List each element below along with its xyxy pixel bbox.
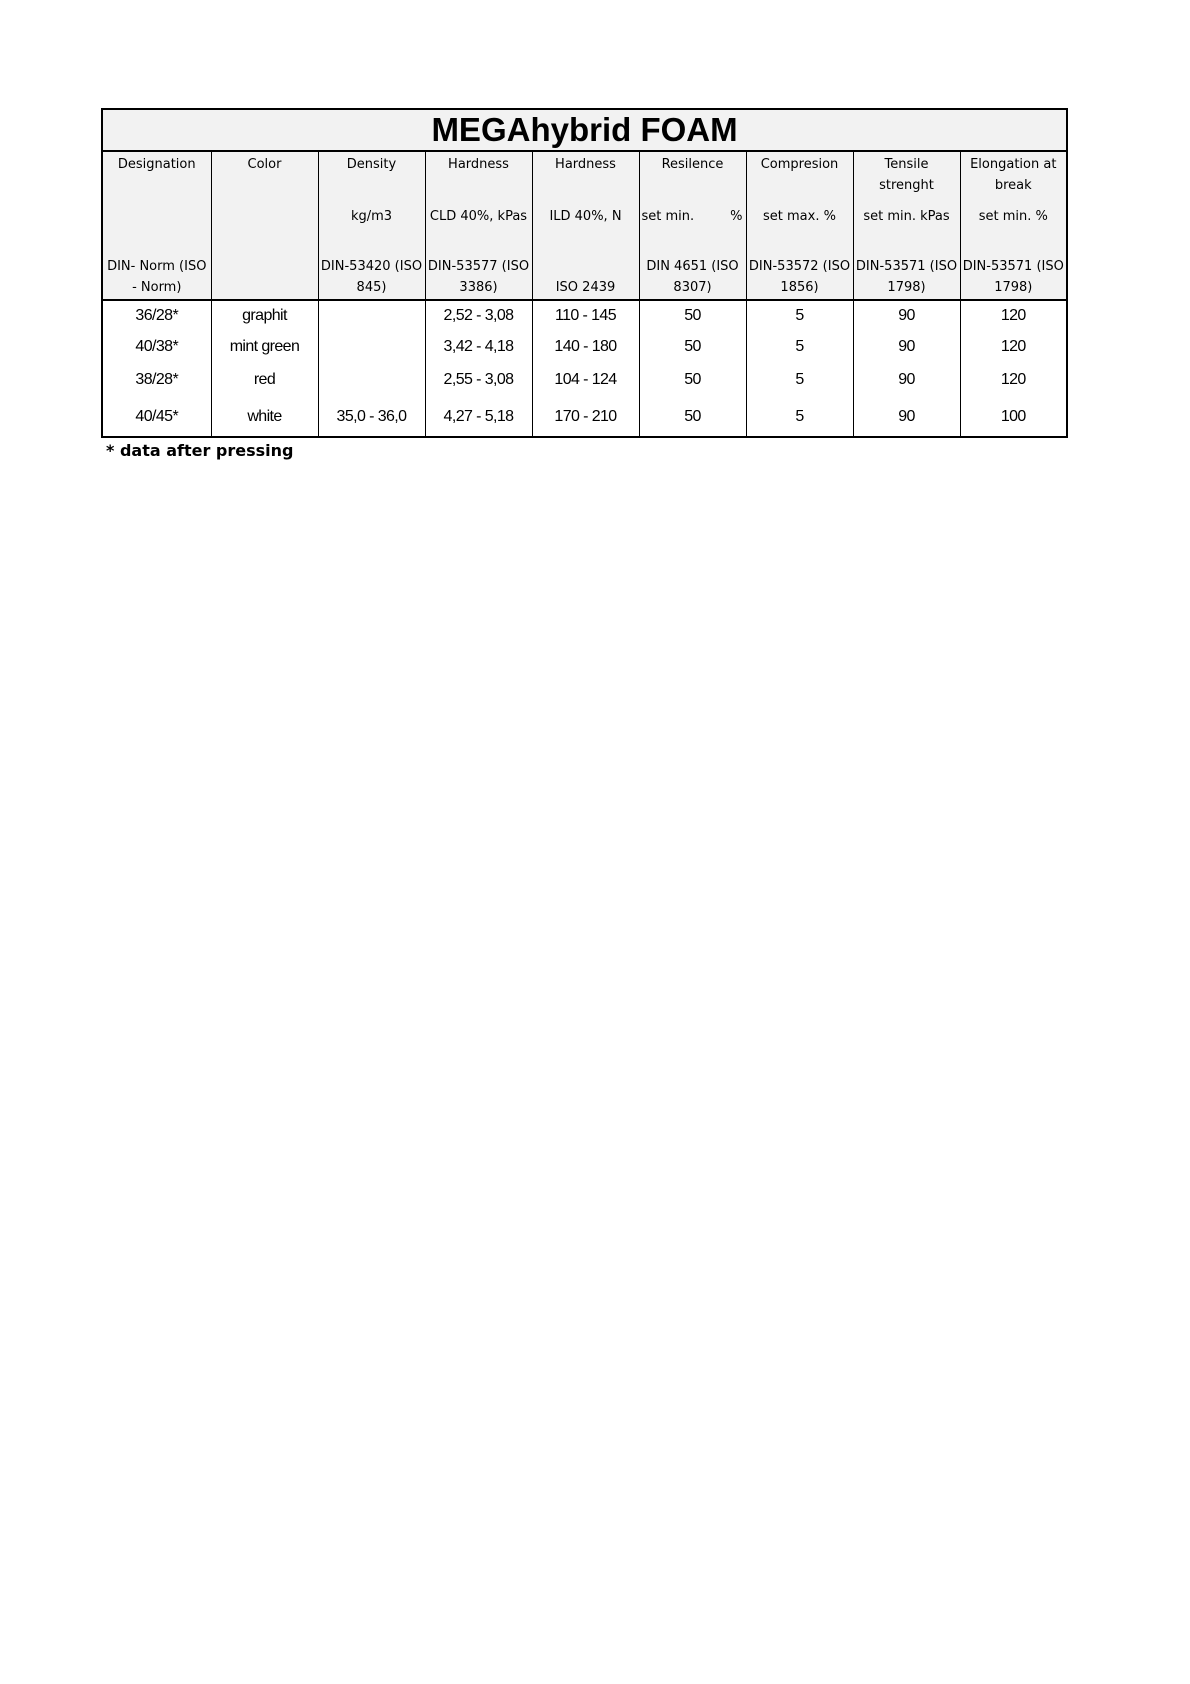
cell-tensile: 90	[853, 331, 960, 362]
header-designation: Designation	[102, 151, 211, 206]
cell-color: mint green	[211, 331, 318, 362]
unit-compresion: set max. %	[746, 206, 853, 256]
header-tensile: Tensile strenght	[853, 151, 960, 206]
unit-resilence	[639, 206, 746, 256]
spec-table	[101, 108, 1068, 438]
cell-color: white	[211, 398, 318, 437]
cell-hardness-cld: 4,27 - 5,18	[425, 398, 532, 437]
header-hardness-cld: Hardness	[425, 151, 532, 206]
norm-elongation: DIN-53571 (ISO 1798)	[960, 256, 1067, 300]
norm-resilence: DIN 4651 (ISO 8307)	[639, 256, 746, 300]
unit-hardness-ild: ILD 40%, N	[532, 206, 639, 256]
cell-hardness-ild: 104 - 124	[532, 362, 639, 398]
table-row	[102, 362, 1067, 398]
cell-designation: 38/28*	[102, 362, 211, 398]
cell-compresion: 5	[746, 398, 853, 437]
unit-color	[211, 206, 318, 256]
norm-hardness-ild: ISO 2439	[532, 256, 639, 300]
header-row-norms	[102, 256, 1067, 300]
cell-hardness-cld: 2,55 - 3,08	[425, 362, 532, 398]
table-row	[102, 300, 1067, 331]
cell-resilence: 50	[639, 331, 746, 362]
cell-density	[318, 300, 425, 331]
cell-designation: 40/45*	[102, 398, 211, 437]
cell-tensile: 90	[853, 300, 960, 331]
norm-designation: DIN- Norm (ISO - Norm)	[102, 256, 211, 300]
cell-resilence: 50	[639, 362, 746, 398]
unit-tensile: set min. kPas	[853, 206, 960, 256]
cell-color: graphit	[211, 300, 318, 331]
cell-hardness-cld: 3,42 - 4,18	[425, 331, 532, 362]
cell-designation: 40/38*	[102, 331, 211, 362]
unit-hardness-cld: CLD 40%, kPas	[425, 206, 532, 256]
norm-hardness-cld: DIN-53577 (ISO 3386)	[425, 256, 532, 300]
header-row-units	[102, 206, 1067, 256]
norm-tensile: DIN-53571 (ISO 1798)	[853, 256, 960, 300]
header-density: Density	[318, 151, 425, 206]
cell-compresion: 5	[746, 300, 853, 331]
header-resilence: Resilence	[639, 151, 746, 206]
cell-tensile: 90	[853, 398, 960, 437]
unit-resilence-percent: %	[730, 209, 743, 224]
norm-color	[211, 256, 318, 300]
cell-tensile: 90	[853, 362, 960, 398]
cell-hardness-cld: 2,52 - 3,08	[425, 300, 532, 331]
unit-density: kg/m3	[318, 206, 425, 256]
cell-hardness-ild: 140 - 180	[532, 331, 639, 362]
cell-elongation: 100	[960, 398, 1067, 437]
header-color: Color	[211, 151, 318, 206]
unit-elongation: set min. %	[960, 206, 1067, 256]
cell-compresion: 5	[746, 362, 853, 398]
table-title: MEGAhybrid FOAM	[102, 109, 1067, 151]
cell-designation: 36/28*	[102, 300, 211, 331]
header-hardness-ild: Hardness	[532, 151, 639, 206]
cell-density	[318, 331, 425, 362]
cell-elongation: 120	[960, 331, 1067, 362]
cell-resilence: 50	[639, 398, 746, 437]
cell-density: 35,0 - 36,0	[318, 398, 425, 437]
cell-hardness-ild: 170 - 210	[532, 398, 639, 437]
header-elongation: Elongation at break	[960, 151, 1067, 206]
unit-resilence-label: set min.	[641, 209, 695, 224]
header-compresion: Compresion	[746, 151, 853, 206]
table-row	[102, 398, 1067, 437]
norm-density: DIN-53420 (ISO 845)	[318, 256, 425, 300]
cell-elongation: 120	[960, 300, 1067, 331]
cell-hardness-ild: 110 - 145	[532, 300, 639, 331]
cell-resilence: 50	[639, 300, 746, 331]
cell-compresion: 5	[746, 331, 853, 362]
cell-color: red	[211, 362, 318, 398]
cell-density	[318, 362, 425, 398]
table-row	[102, 331, 1067, 362]
unit-designation	[102, 206, 211, 256]
norm-compresion: DIN-53572 (ISO 1856)	[746, 256, 853, 300]
cell-elongation: 120	[960, 362, 1067, 398]
spec-sheet	[101, 108, 1066, 438]
header-row-names	[102, 151, 1067, 206]
footnote: * data after pressing	[106, 441, 294, 460]
